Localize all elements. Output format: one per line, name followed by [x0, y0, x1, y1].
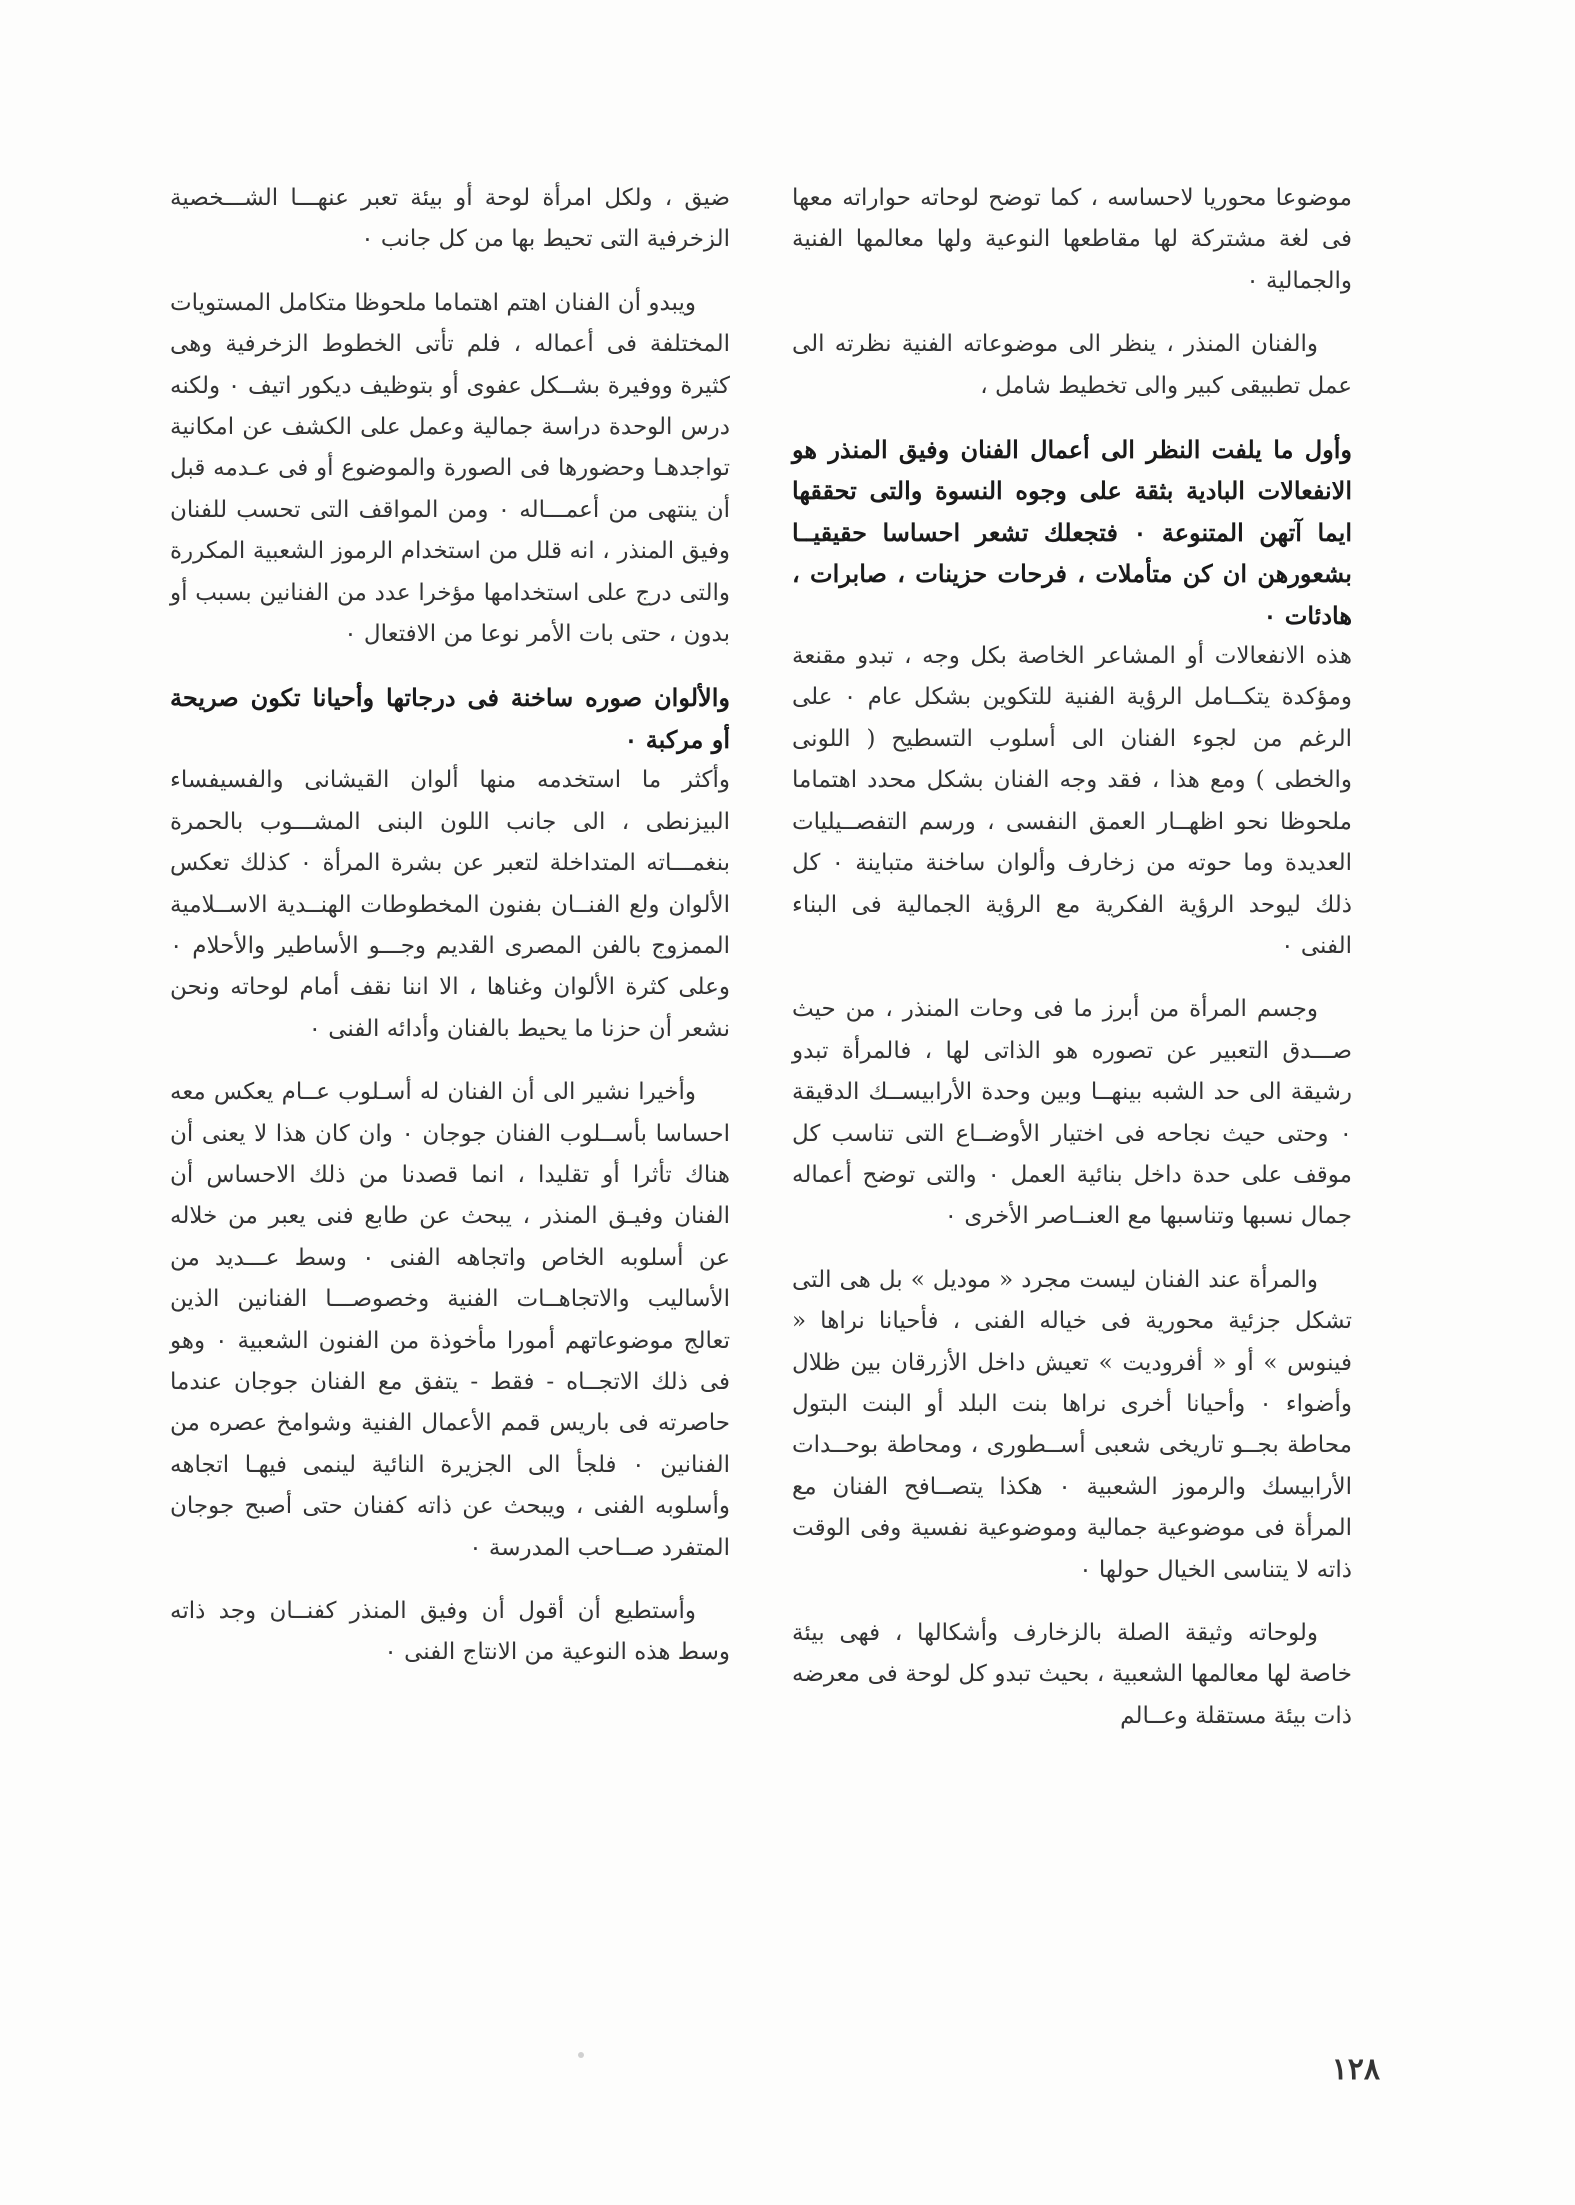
- paragraph: هذه الانفعالات أو المشاعر الخاصة بكل وجه ، تبدو مقنعة ومؤكدة يتكــامل الرؤية الفنية للتكوين بشكل عام ٠ على الرغم من لجوء الفنان الى أسلوب التسطيح ( اللونى والخطى ) ومع هذا ، فقد وجه الفنان بشكل محدد اهتماما ملحوظا نحو اظهــار العمق النفسى ، ورسم التفصــيليات العديدة وما حوته من زخارف وألوان ساخنة متباينة ٠ كل ذلك ليوحد الرؤية الفكرية مع الرؤية الجمالية فى البناء الفنى ٠: [792, 643, 1352, 959]
- paragraph: موضوعا محوريا لاحساسه ، كما توضح لوحاته حواراته معها فى لغة مشتركة لها مقاطعها النوعية ولها معالمها الفنية والجمالية ٠: [792, 185, 1352, 294]
- paragraph: وجسم المرأة من أبرز ما فى وحات المنذر ، من حيث صـــدق التعبير عن تصوره هو الذاتى لها ، فالمرأة تبدو رشيقة الى حد الشبه بينهــا وبين وحدة الأرابيســك الدقيقة ٠ وحتى حيث نجاحه فى اختيار الأوضــاع التى تناسب كل موقف على حدة داخل بنائية العمل ٠ والتى توضح أعماله جمال نسبها وتناسبها مع العنــاصر الأخرى ٠: [792, 996, 1352, 1230]
- right-column: [792, 178, 1352, 1759]
- paragraph: والفنان المنذر ، ينظر الى موضوعاته الفنية نظرته الى عمل تطبيقى كبير والى تخطيط شامل ،: [792, 331, 1352, 399]
- paragraph: وأخيرا نشير الى أن الفنان له أسـلوب عــام يعكس معه احساسا بأســلوب الفنان جوجان ٠ وان كان هذا لا يعنى أن هناك تأثرا أو تقليدا ، انما قصدنا من ذلك الاحساس أن الفنان وفيـق المنذر ، يبحث عن طابع فنى يعبر من خلاله عن أسلوبه الخاص واتجاهه الفنى ٠ وسط عـــديد من الأساليب والاتجاهــات الفنية وخصوصـــا الفنانين الذين تعالج موضوعاتهم أمورا مأخوذة من الفنون الشعبية ٠ وهو فى ذلك الاتجــاه - فقط - يتفق مع الفنان جوجان عندما حاصرته فى باريس قمم الأعمال الفنية وشوامخ عصره من الفنانين ٠ فلجأ الى الجزيرة النائية لينمى فيهـا اتجاهه وأسلوبه الفنى ، ويبحث عن ذاته كفنان حتى أصبح جوجان المتفرد صــاحب المدرسة ٠: [170, 1079, 731, 1561]
- paragraph: ضيق ، ولكل امرأة لوحة أو بيئة تعبر عنهـــا الشـــخصية الزخرفية التى تحيط بها من كل جانب ٠: [170, 185, 730, 253]
- paragraph: وأستطيع أن أقول أن وفيق المنذر كفنــان وجد ذاته وسط هذه النوعية من الانتاج الفنى ٠: [170, 1598, 730, 1666]
- page-number: ١٢٨: [1331, 2052, 1380, 2087]
- bold-paragraph: وأول ما يلفت النظر الى أعمال الفنان وفيق المنذر هو الانفعالات البادية بثقة على وجوه النسوة والتى تحققها ايما آتهن المتنوعة ٠ فتجعلك تشعر احساسا حقيقيــا بشعورهن ان كن متأملات ، فرحات حزينات ، صابرات ، هادئات ٠: [792, 435, 1352, 630]
- bold-paragraph: والألوان صوره ساخنة فى درجاتها وأحيانا تكون صريحة أو مركبة ٠: [170, 683, 730, 754]
- paragraph: ويبدو أن الفنان اهتم اهتماما ملحوظا متكامل المستويات المختلفة فى أعماله ، فلم تأتى الخطوط الزخرفية وهى كثيرة ووفيرة بشــكل عفوى أو بتوظيف ديكور اتيف ٠ ولكنه درس الوحدة دراسة جمالية وعمل على الكشف عن امكانية تواجدهـا وحضورها فى الصورة والموضوع أو فى عـدمه قبل أن ينتهى من أعمـــاله ٠ ومن المواقف التى تحسب للفنان وفيق المنذر ، انه قلل من استخدام الرموز الشعبية المكررة والتى درج على استخدامها مؤخرا عدد من الفنانين بسبب أو بدون ، حتى بات الأمر نوعا من الافتعال ٠: [170, 289, 731, 648]
- left-column: [170, 178, 730, 1696]
- paragraph: ولوحاته وثيقة الصلة بالزخارف وأشكالها ، فهى بيئة خاصة لها معالمها الشعبية ، بحيث تبدو كل لوحة فى معرضه ذات بيئة مستقلة وعــالم: [792, 1620, 1352, 1729]
- paragraph: وأكثر ما استخدمه منها ألوان القيشانى والفسيفساء البيزنطى ، الى جانب اللون البنى المشـــوب بالحمرة بنغمـــاته المتداخلة لتعبر عن بشرة المرأة ٠ كذلك تعكس الألوان ولع الفنــان بفنون المخطوطات الهنــدية الاســلامية الممزوج بالفن المصرى القديم وجـــو الأساطير والأحلام ٠ وعلى كثرة الألوان وغناها ، الا اننا نقف أمام لوحاته ونحن نشعر أن حزنا ما يحيط بالفنان وأدائه الفنى ٠: [170, 767, 730, 1042]
- scan-speck: [578, 2052, 584, 2058]
- paragraph: والمرأة عند الفنان ليست مجرد « موديل » بل هى التى تشكل جزئية محورية فى خياله الفنى ، فأحيانا نراها « فينوس » أو « أفروديت » تعيش داخل الأزرقان بين ظلال وأضواء ٠ وأحيانا أخرى نراها بنت البلد أو البنت البتول محاطة بجــو تاريخى شعبى أســطورى ، ومحاطة بوحــدات الأرابيسك والرموز الشعبية ٠ هكذا يتصــافح الفنان مع المرأة فى موضوعية جمالية وموضوعية نفسية وفى الوقت ذاته لا يتناسى الخيال حولها ٠: [792, 1266, 1352, 1583]
